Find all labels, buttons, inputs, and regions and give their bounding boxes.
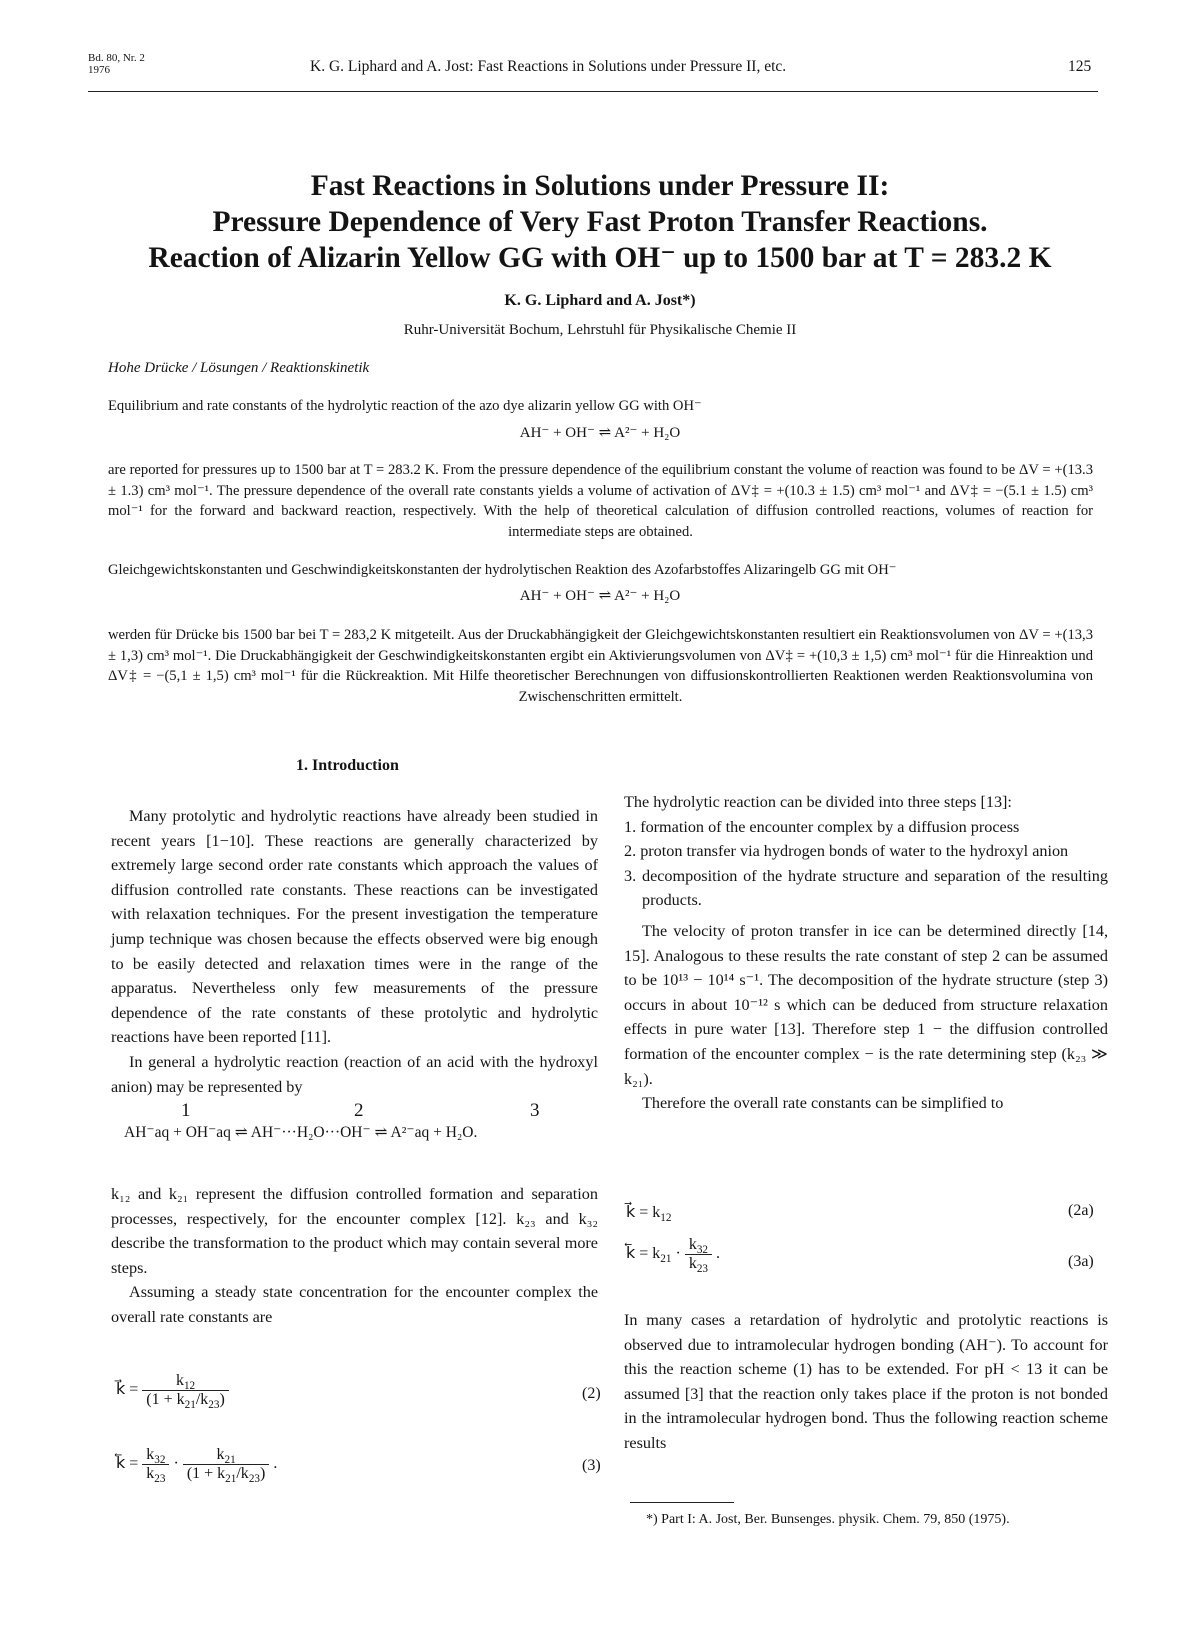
journal-issue: Bd. 80, Nr. 2 bbox=[88, 52, 145, 64]
abstract-en-intro: Equilibrium and rate constants of the hydrolytic reaction of the azo dye alizarin yellow GG with OH⁻ bbox=[108, 398, 702, 414]
title-line-2: Pressure Dependence of Very Fast Proton Transfer Reactions. bbox=[212, 206, 988, 238]
rate-constant-paragraph: k₁₂ and k₂₁ represent the diffusion controlled formation and separation processes, respectively, for the encounter complex [12]. k₂₃ and k₃₂ describe the transformation to the product which may contain several more steps. bbox=[111, 1185, 598, 1277]
steps-intro: The hydrolytic reaction can be divided into three steps [13]: bbox=[624, 793, 1012, 811]
equation-3: k⃖ = $\frac{k_{32}}{k_{23}}$ · $\frac{k_{21}}{(1 + k_{21}/k_{23})}$ . bbox=[116, 1446, 278, 1486]
steps-list bbox=[624, 815, 1108, 913]
reaction-scheme-1: AH⁻aq + OH⁻aq ⇌ AH⁻···H₂O···OH⁻ ⇌ A²⁻aq + H₂O. bbox=[124, 1124, 478, 1141]
paper-title bbox=[0, 168, 1200, 276]
equation-3-number: (3) bbox=[582, 1457, 601, 1474]
header-rule bbox=[88, 91, 1098, 92]
equation-3a: k⃖ = $k_{21}$ · $\frac{k_{32}}{k_{23}}$ . bbox=[626, 1236, 720, 1276]
step-item-3: 3. decomposition of the hydrate structure and separation of the resulting products. bbox=[624, 866, 1108, 910]
keywords: Hohe Drücke / Lösungen / Reaktionskinetik bbox=[108, 360, 370, 376]
scheme-label-3: 3 bbox=[530, 1100, 540, 1121]
retardation-paragraph: In many cases a retardation of hydrolytic and protolytic reactions is observed due to intramolecular hydrogen bonding (AH⁻). To account for this the reaction scheme (1) has to be extended. For pH < 13 it can be assumed [3] that the reaction only takes place if the proton is not bonded in the intramolecular hydrogen bond. Thus the following reaction scheme results bbox=[624, 1311, 1108, 1452]
equation-3a-number: (3a) bbox=[1068, 1253, 1094, 1270]
abstract-en-equation: AH⁻ + OH⁻ ⇌ A²⁻ + H₂O bbox=[519, 425, 681, 441]
intro-paragraph-2: In general a hydrolytic reaction (reaction of an acid with the hydroxyl anion) may be represented by bbox=[111, 1052, 598, 1096]
equation-2a: k⃗ = $k_{12}$ bbox=[626, 1204, 672, 1225]
title-line-1: Fast Reactions in Solutions under Pressure II: bbox=[310, 170, 890, 202]
title-line-3: Reaction of Alizarin Yellow GG with OH⁻ up to 1500 bar at T = 283.2 K bbox=[148, 242, 1052, 274]
page-number: 125 bbox=[1068, 58, 1092, 75]
running-title: K. G. Liphard and A. Jost: Fast Reactions in Solutions under Pressure II, etc. bbox=[310, 58, 787, 75]
affiliation: Ruhr-Universität Bochum, Lehrstuhl für Physikalische Chemie II bbox=[403, 322, 797, 338]
step-item-2: 2. proton transfer via hydrogen bonds of water to the hydroxyl anion bbox=[624, 842, 1069, 861]
footnote: *) Part I: A. Jost, Ber. Bunsenges. physik. Chem. 79, 850 (1975). bbox=[646, 1512, 1010, 1527]
abstract-de-body: werden für Drücke bis 1500 bar bei T = 283,2 K mitgeteilt. Aus der Druckabhängigkeit der Gleichgewichtskonstanten resultiert ein Reaktionsvolumen von ΔV = +(13,3 ± 1,3) cm³ mol⁻¹. Die Druckabhängigkeit der Geschwindigkeitskonstanten ergibt ein Aktivierungsvolumen von ΔV‡ = +(10,3 ± 1,5) cm³ mol⁻¹ für die Hinreaktion und ΔV‡ = −(5,1 ± 1,5) cm³ mol⁻¹ für die Rückreaktion. Mit Hilfe theoretischer Berechnungen von diffusionskontrollierten Reaktionen werden Reaktionsvolumina von Zwischenschritten ermittelt. bbox=[108, 627, 1093, 705]
abstract-de-intro: Gleichgewichtskonstanten und Geschwindigkeitskonstanten der hydrolytischen Reaktion des Azofarbstoffes Alizaringelb GG mit OH⁻ bbox=[108, 562, 897, 578]
steady-state-paragraph: Assuming a steady state concentration for the encounter complex the overall rate constants are bbox=[111, 1283, 598, 1326]
footnote-rule bbox=[630, 1502, 734, 1503]
left-column bbox=[111, 804, 598, 1099]
equation-2: k⃗ = $\frac{k_{12}}{(1 + k_{21}/k_{23})}$ bbox=[116, 1372, 229, 1409]
simplified-paragraph: Therefore the overall rate constants can be simplified to bbox=[642, 1094, 1004, 1113]
right-column-lower bbox=[624, 1308, 1108, 1456]
right-column bbox=[624, 790, 1108, 1116]
intro-paragraph-1: Many protolytic and hydrolytic reactions have already been studied in recent years [1−10]. These reactions are generally characterized by extremely large second order rate constants which approach the values of diffusion controlled rate constants. These reactions can be investigated with relaxation techniques. For the present investigation the temperature jump technique was chosen because the effects observed were big enough to be easily detected and relaxation times were in the range of the apparatus. Nevertheless only few measurements of the pressure dependence of the rate constants of these protolytic and hydrolytic reactions have been reported [11]. bbox=[111, 807, 598, 1047]
left-column-lower bbox=[111, 1182, 598, 1330]
journal-volume bbox=[88, 52, 145, 76]
authors: K. G. Liphard and A. Jost*) bbox=[504, 292, 696, 309]
scheme-label-2: 2 bbox=[354, 1100, 364, 1121]
step-item-1: 1. formation of the encounter complex by a diffusion process bbox=[624, 817, 1020, 836]
equation-2a-number: (2a) bbox=[1068, 1202, 1094, 1219]
equation-2-number: (2) bbox=[582, 1385, 601, 1402]
section-heading: 1. Introduction bbox=[296, 757, 399, 774]
abstract-de-equation: AH⁻ + OH⁻ ⇌ A²⁻ + H₂O bbox=[519, 588, 681, 604]
scheme-label-1: 1 bbox=[181, 1100, 191, 1121]
journal-year: 1976 bbox=[88, 64, 110, 76]
proton-transfer-paragraph: The velocity of proton transfer in ice can be determined directly [14, 15]. Analogous to these results the rate constant of step 2 can be assumed to be 10¹³ − 10¹⁴ s⁻¹. The decomposition of the hydrate structure (step 3) occurs in about 10⁻¹² s which can be deduced from structure relaxation effects in pure water [13]. Therefore step 1 − the diffusion controlled formation of the encounter complex − is the rate determining step (k₂₃ ≫ k₂₁). bbox=[624, 921, 1108, 1088]
abstract-en-body: are reported for pressures up to 1500 bar at T = 283.2 K. From the pressure dependence of the equilibrium constant the volume of reaction was found to be ΔV = +(13.3 ± 1.3) cm³ mol⁻¹. The pressure dependence of the overall rate constants yields a volume of activation of ΔV‡ = +(10.3 ± 1.5) cm³ mol⁻¹ and ΔV‡ = −(5.1 ± 1.5) cm³ mol⁻¹ for the forward and backward reaction, respectively. With the help of theoretical calculation of diffusion controlled reactions, volumes of reaction for intermediate steps are obtained. bbox=[108, 462, 1093, 540]
